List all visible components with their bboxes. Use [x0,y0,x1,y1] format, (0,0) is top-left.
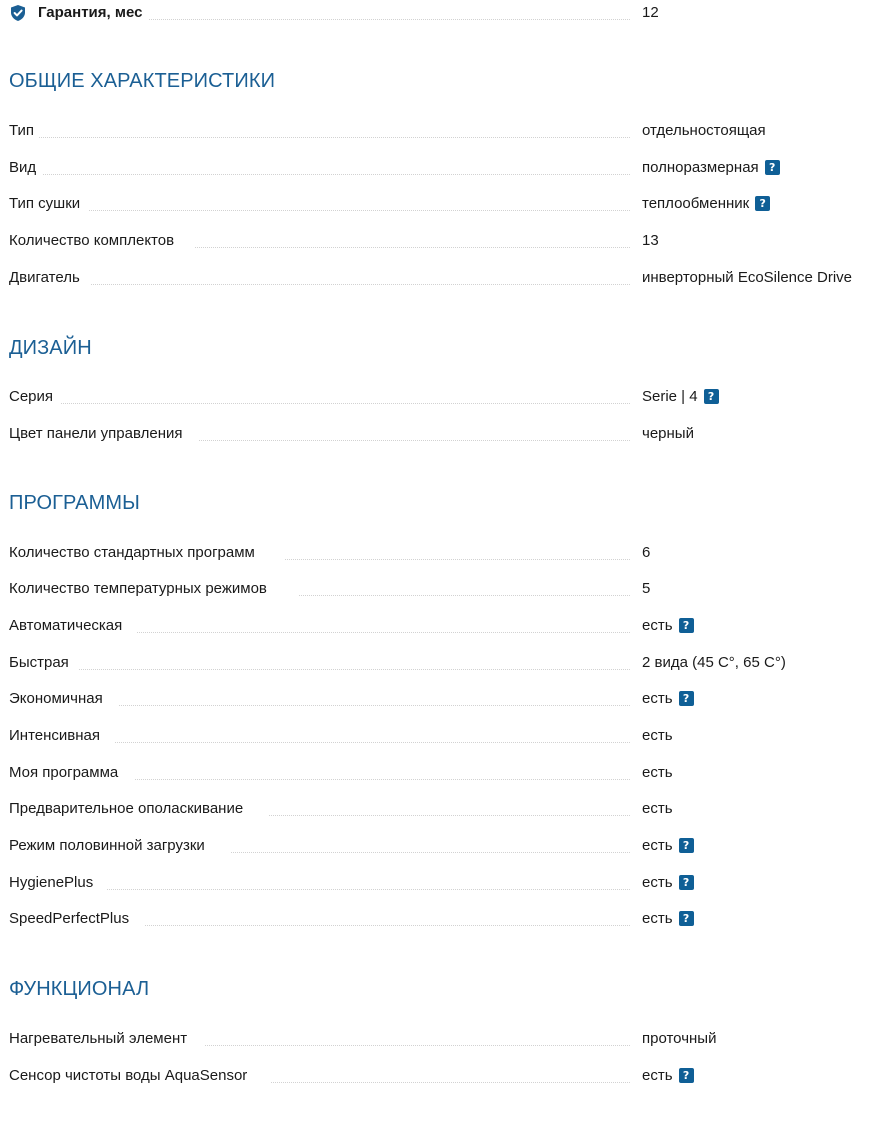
spec-row [9,798,870,820]
dotted-leader [79,669,630,670]
help-icon[interactable]: ? [704,389,719,404]
spec-label: Сенсор чистоты воды AquaSensor [9,1067,248,1084]
spec-value: 2 вида (45 C°, 65 C°) [642,654,786,671]
dotted-leader [195,247,630,248]
spec-value-text: есть [642,617,673,634]
help-icon[interactable]: ? [765,160,780,175]
spec-row [9,267,870,289]
help-icon[interactable]: ? [679,618,694,633]
spec-label: Количество температурных режимов [9,580,267,597]
spec-value: есть [642,800,673,817]
spec-label: Количество комплектов [9,232,175,249]
dotted-leader [115,742,630,743]
spec-value-text: есть [642,1067,673,1084]
spec-value [642,872,694,894]
spec-value: 13 [642,232,659,249]
spec-value-text: полноразмерная [642,159,759,176]
spec-value-text: теплообменник [642,195,750,212]
spec-value: есть [642,764,673,781]
dotted-leader [107,889,630,890]
spec-value-text: есть [642,910,673,927]
help-icon[interactable]: ? [679,838,694,853]
dotted-leader [299,595,630,596]
spec-label: Двигатель [9,269,80,286]
spec-row [9,725,870,747]
spec-value [642,386,719,408]
spec-value: 12 [642,4,659,21]
spec-row [9,1065,870,1087]
spec-row [9,193,870,215]
spec-row [9,652,870,674]
spec-label: Тип [9,122,35,139]
spec-value [642,157,780,179]
spec-row [9,386,870,408]
section-title-programs: ПРОГРАММЫ [9,492,140,514]
dotted-leader [199,440,630,441]
spec-label: SpeedPerfectPlus [9,910,130,927]
dotted-leader [137,632,630,633]
spec-value: инверторный EcoSilence Drive [642,269,853,286]
dotted-leader [285,559,630,560]
dotted-leader [91,284,630,285]
dotted-leader [205,1045,630,1046]
spec-value [642,615,694,637]
help-icon[interactable]: ? [755,196,770,211]
spec-label: HygienePlus [9,874,94,891]
spec-row [9,423,870,445]
spec-label: Серия [9,388,54,405]
spec-label: Тип сушки [9,195,81,212]
spec-row [9,1028,870,1050]
spec-value [642,688,694,710]
spec-value-text: есть [642,690,673,707]
spec-row [9,615,870,637]
spec-value [642,835,694,857]
spec-value [642,908,694,930]
spec-value: 6 [642,544,651,561]
spec-row [9,120,870,142]
section-title-design: ДИЗАЙН [9,337,92,359]
spec-label: Режим половинной загрузки [9,837,205,854]
spec-label: Цвет панели управления [9,425,183,442]
spec-label: Количество стандартных программ [9,544,255,561]
spec-row [9,578,870,600]
dotted-leader [43,174,630,175]
section-title-functional: ФУНКЦИОНАЛ [9,978,150,1000]
dotted-leader [39,137,630,138]
spec-row [9,542,870,564]
section-title-general: ОБЩИЕ ХАРАКТЕРИСТИКИ [9,70,276,92]
spec-row [9,908,870,930]
spec-label: Вид [9,159,37,176]
spec-label: Нагревательный элемент [9,1030,188,1047]
spec-row [9,872,870,894]
dotted-leader [149,19,630,20]
spec-label: Быстрая [9,654,69,671]
spec-row [9,157,870,179]
help-icon[interactable]: ? [679,1068,694,1083]
spec-label: Моя программа [9,764,119,781]
spec-row [9,688,870,710]
dotted-leader [119,705,630,706]
spec-row [9,230,870,252]
dotted-leader [269,815,630,816]
spec-value: отдельностоящая [642,122,766,139]
spec-value [642,1065,694,1087]
dotted-leader [145,925,630,926]
dotted-leader [231,852,630,853]
spec-label: Автоматическая [9,617,123,634]
spec-label: Экономичная [9,690,103,707]
spec-row [9,762,870,784]
dotted-leader [135,779,630,780]
spec-value: 5 [642,580,651,597]
help-icon[interactable]: ? [679,911,694,926]
help-icon[interactable]: ? [679,875,694,890]
spec-label: Гарантия, мес [38,4,143,21]
spec-value: есть [642,727,673,744]
dotted-leader [61,403,630,404]
dotted-leader [271,1082,630,1083]
spec-value-text: Serie | 4 [642,388,698,405]
spec-value [642,193,770,215]
spec-label: Предварительное ополаскивание [9,800,244,817]
spec-value: черный [642,425,694,442]
shield-check-icon [9,4,27,22]
help-icon[interactable]: ? [679,691,694,706]
spec-value-text: есть [642,874,673,891]
spec-value-text: есть [642,837,673,854]
dotted-leader [89,210,630,211]
spec-row [9,835,870,857]
spec-value: проточный [642,1030,717,1047]
spec-label: Интенсивная [9,727,100,744]
spec-row-warranty [9,2,870,24]
